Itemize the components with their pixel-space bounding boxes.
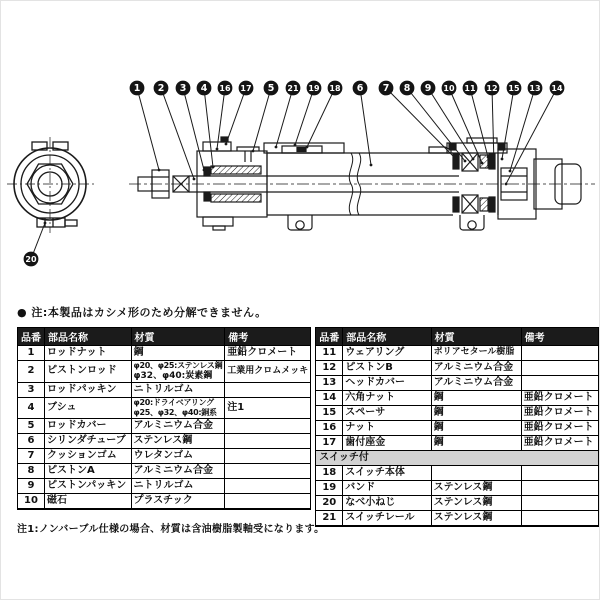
part-number: 10 <box>18 494 45 510</box>
part-remark <box>225 419 311 434</box>
leader-line <box>470 88 488 157</box>
part-material <box>131 361 225 383</box>
part-name <box>343 496 431 511</box>
cell-line: プラスチック <box>133 495 193 506</box>
leader-dot <box>212 166 215 169</box>
part-material <box>131 419 225 434</box>
table-row <box>18 398 311 419</box>
part-material <box>131 346 225 361</box>
callout-number: 20 <box>25 254 37 264</box>
part-name <box>45 479 132 494</box>
cell-line: ピストンB <box>345 361 393 373</box>
part-name <box>343 436 431 451</box>
rod-cover <box>197 137 267 230</box>
cell-line: 注1 <box>227 402 245 413</box>
header-row <box>18 328 311 346</box>
leader-dot <box>275 146 278 149</box>
leader-dot <box>505 183 508 186</box>
bush-hatch <box>211 166 261 174</box>
cell-line: 六角ナット <box>345 391 396 403</box>
cell-line: アルミニウム合金 <box>433 376 514 388</box>
leader-line <box>510 88 535 171</box>
cell-line: 工業用クロムメッキ <box>227 366 309 376</box>
part-name <box>45 361 132 383</box>
cell-line: 亜鉛クロメート <box>227 346 298 358</box>
part-name <box>45 383 132 398</box>
cell-line: ヘッドカバー <box>345 376 405 388</box>
part-number: 3 <box>18 383 45 398</box>
leader-dot <box>225 143 228 146</box>
column-header-0: 品番 <box>316 328 343 346</box>
leader-dot <box>464 160 467 163</box>
cell-line: ピストンロッド <box>47 365 117 377</box>
cell-line: ブシュ <box>47 402 77 413</box>
callout-number: 21 <box>287 83 299 93</box>
part-material <box>431 361 521 376</box>
part-remark <box>225 361 311 383</box>
part-number: 18 <box>316 466 343 481</box>
table-row <box>18 479 311 494</box>
part-remark <box>521 511 598 527</box>
part-remark <box>521 466 598 481</box>
part-number: 20 <box>316 496 343 511</box>
part-number: 21 <box>316 511 343 527</box>
leader-line <box>407 88 465 161</box>
table-row <box>316 481 599 496</box>
leader-dot <box>158 169 161 172</box>
part-number: 9 <box>18 479 45 494</box>
cell-line: 鋼 <box>433 421 444 433</box>
part-remark <box>225 398 311 419</box>
callout-number: 3 <box>179 83 187 95</box>
cell-line: スペーサ <box>345 406 386 418</box>
leader-line <box>253 88 271 151</box>
cell-line: 歯付座金 <box>345 436 386 448</box>
part-remark <box>225 479 311 494</box>
column-header-2: 材質 <box>131 328 225 346</box>
callout-number: 16 <box>219 83 231 93</box>
callout-number: 6 <box>356 83 364 95</box>
part-remark <box>225 494 311 510</box>
cell-line: ポリアセタール樹脂 <box>433 347 515 358</box>
part-remark <box>521 361 598 376</box>
cell-line: ピストンA <box>47 465 95 476</box>
leader-line <box>204 88 213 167</box>
callout-number: 19 <box>308 83 320 93</box>
cylinder-parts-diagram <box>1 1 600 301</box>
part-remark <box>225 383 311 398</box>
cell-line: ステンレス鋼 <box>133 435 193 446</box>
part-name <box>45 346 132 361</box>
parts-tables <box>17 327 599 527</box>
leader-line <box>137 88 159 170</box>
callout-number: 18 <box>329 83 341 93</box>
cell-line: ステンレス鋼 <box>433 496 493 508</box>
cell-line: クッションゴム <box>47 450 117 461</box>
part-name <box>343 376 431 391</box>
leader-dot <box>455 158 458 161</box>
callout-number: 17 <box>240 83 252 93</box>
rod-packing-seal <box>204 167 210 176</box>
leader-dot <box>44 222 47 225</box>
part-remark <box>225 449 311 464</box>
part-material <box>431 376 521 391</box>
leader-dot <box>252 150 255 153</box>
column-header-2: 材質 <box>431 328 521 346</box>
cell-line: ピストンパッキン <box>47 480 127 491</box>
part-number: 5 <box>18 419 45 434</box>
leader-line <box>506 88 557 184</box>
table-row <box>316 421 599 436</box>
part-number: 6 <box>18 434 45 449</box>
part-material <box>431 346 521 361</box>
leader-line <box>295 88 314 145</box>
table-row <box>18 434 311 449</box>
cell-line: ステンレス鋼 <box>433 511 493 523</box>
part-number: 19 <box>316 481 343 496</box>
table-row <box>18 464 311 479</box>
leader-dot <box>216 148 219 151</box>
cell-line: ロッドナット <box>47 346 107 358</box>
part-material <box>431 481 521 496</box>
table-row <box>18 346 311 361</box>
part-remark <box>225 464 311 479</box>
leader-line <box>449 88 482 163</box>
cell-line: 鋼 <box>433 391 444 403</box>
cell-line: 磁石 <box>47 495 67 506</box>
cell-line: 鋼 <box>433 406 444 418</box>
part-material <box>131 449 225 464</box>
part-name <box>45 494 132 510</box>
cell-line: ウェアリング <box>345 346 405 358</box>
leader-dot <box>493 163 496 166</box>
table-row <box>18 361 311 383</box>
part-material <box>431 511 521 527</box>
callout-number: 12 <box>486 83 498 93</box>
part-material <box>431 421 521 436</box>
section-label: スイッチ付 <box>316 451 599 466</box>
callout-number: 10 <box>443 83 455 93</box>
part-name <box>343 361 431 376</box>
cell-line: 亜鉛クロメート <box>523 406 594 418</box>
part-name <box>343 421 431 436</box>
leader-dot <box>193 178 196 181</box>
column-header-3: 備考 <box>225 328 311 346</box>
callout-number: 5 <box>267 83 275 95</box>
cell-line: ウレタンゴム <box>133 450 194 461</box>
cell-line: φ25、φ32、φ40:銅系 <box>133 408 217 418</box>
table-row <box>18 419 311 434</box>
part-number: 1 <box>18 346 45 361</box>
table-row <box>316 466 599 481</box>
leader-dot <box>509 170 512 173</box>
column-header-0: 品番 <box>18 328 45 346</box>
column-header-1: 部品名称 <box>45 328 132 346</box>
section-row <box>316 451 599 466</box>
cell-line: ロッドパッキン <box>47 384 117 395</box>
part-material <box>131 494 225 510</box>
part-name <box>45 398 132 419</box>
callout-layer <box>24 81 565 267</box>
column-header-3: 備考 <box>521 328 598 346</box>
part-number: 8 <box>18 464 45 479</box>
leader-line <box>276 88 293 147</box>
cell-line: 亜鉛クロメート <box>523 436 594 448</box>
part-number: 14 <box>316 391 343 406</box>
cell-line: アルミニウム合金 <box>133 420 213 431</box>
cell-line: バンド <box>345 481 376 493</box>
cell-line: スイッチレール <box>345 511 415 523</box>
cell-line: アルミニウム合金 <box>433 361 514 373</box>
cell-line: ロッドカバー <box>47 420 107 431</box>
part-remark <box>521 391 598 406</box>
callout-number: 4 <box>200 83 208 95</box>
part-remark <box>521 346 598 361</box>
table-row <box>316 346 599 361</box>
leader-line <box>161 88 194 179</box>
switch-rail <box>264 143 451 153</box>
table-row <box>316 406 599 421</box>
table-row <box>18 449 311 464</box>
cell-line: 鋼 <box>133 346 144 358</box>
table-row <box>18 383 311 398</box>
parts-table-left <box>17 327 311 510</box>
part-remark <box>521 496 598 511</box>
note-1: 注1:ノンバーブル仕様の場合、材質は含油樹脂製軸受になります。 <box>17 524 325 535</box>
table-row <box>316 511 599 527</box>
part-name <box>45 434 132 449</box>
part-material <box>131 398 225 419</box>
callout-number: 8 <box>403 83 411 95</box>
part-remark <box>521 436 598 451</box>
mounting-foot-right <box>460 215 484 230</box>
cell-line: ニトリルゴム <box>133 480 194 491</box>
table-row <box>316 361 599 376</box>
part-name <box>45 464 132 479</box>
table-row <box>316 496 599 511</box>
part-name <box>45 419 132 434</box>
cell-line: 亜鉛クロメート <box>523 391 594 403</box>
leader-line <box>502 88 514 159</box>
callout-number: 7 <box>382 83 390 95</box>
cell-line: φ32、φ40:炭素鋼 <box>133 371 213 381</box>
part-name <box>343 511 431 527</box>
leader-dot <box>487 156 490 159</box>
header-row <box>316 328 599 346</box>
column-header-1: 部品名称 <box>343 328 431 346</box>
part-material <box>431 436 521 451</box>
callout-number: 13 <box>529 83 541 93</box>
cell-line: 鋼 <box>433 436 444 448</box>
leader-dot <box>481 162 484 165</box>
leader-dot <box>203 169 206 172</box>
part-number: 17 <box>316 436 343 451</box>
mounting-foot-left <box>288 215 312 230</box>
table-row <box>316 391 599 406</box>
cell-line: φ20:ドライベアリング <box>133 398 214 408</box>
part-material <box>131 434 225 449</box>
part-material <box>431 466 521 481</box>
callout-number: 15 <box>508 83 520 93</box>
part-name <box>343 466 431 481</box>
cell-line: スイッチ本体 <box>345 466 405 478</box>
note-crimped: ● 注:本製品はカシメ形のため分解できません。 <box>17 306 267 319</box>
cell-line: アルミニウム合金 <box>133 465 213 476</box>
part-remark <box>225 434 311 449</box>
part-number: 4 <box>18 398 45 419</box>
table-row <box>18 494 311 510</box>
part-name <box>343 406 431 421</box>
part-number: 16 <box>316 421 343 436</box>
leader-line <box>386 88 456 159</box>
table-row <box>316 376 599 391</box>
leader-dot <box>370 164 373 167</box>
part-remark <box>521 376 598 391</box>
callout-number: 11 <box>464 83 476 93</box>
part-material <box>431 406 521 421</box>
part-number: 2 <box>18 361 45 383</box>
parts-table-right <box>315 327 599 527</box>
callout-number: 9 <box>424 83 432 95</box>
part-material <box>131 383 225 398</box>
part-number: 7 <box>18 449 45 464</box>
callout-number: 14 <box>551 83 563 93</box>
callout-number: 2 <box>157 83 165 95</box>
leader-dot <box>306 146 309 149</box>
end-view <box>7 137 96 233</box>
cell-line: シリンダチューブ <box>47 435 126 446</box>
cell-line: 亜鉛クロメート <box>523 421 594 433</box>
part-name <box>343 346 431 361</box>
part-material <box>131 479 225 494</box>
part-name <box>343 481 431 496</box>
part-material <box>431 496 521 511</box>
part-remark <box>521 481 598 496</box>
part-number: 13 <box>316 376 343 391</box>
cell-line: ナット <box>345 421 376 433</box>
leader-dot <box>501 158 504 161</box>
leader-line <box>226 88 246 144</box>
part-material <box>431 391 521 406</box>
part-number: 15 <box>316 406 343 421</box>
part-name <box>343 391 431 406</box>
leader-dot <box>472 158 475 161</box>
part-remark <box>521 406 598 421</box>
cell-line: φ20、φ25:ステンレス鋼 <box>133 361 223 370</box>
cell-line: なべ小ねじ <box>345 496 396 508</box>
part-remark <box>521 421 598 436</box>
cell-line: ステンレス鋼 <box>433 481 493 493</box>
leader-dot <box>294 144 297 147</box>
part-material <box>131 464 225 479</box>
part-name <box>45 449 132 464</box>
part-number: 11 <box>316 346 343 361</box>
table-row <box>316 436 599 451</box>
callout-number: 1 <box>133 83 141 95</box>
part-remark <box>225 346 311 361</box>
cell-line: ニトリルゴム <box>133 384 194 395</box>
part-number: 12 <box>316 361 343 376</box>
